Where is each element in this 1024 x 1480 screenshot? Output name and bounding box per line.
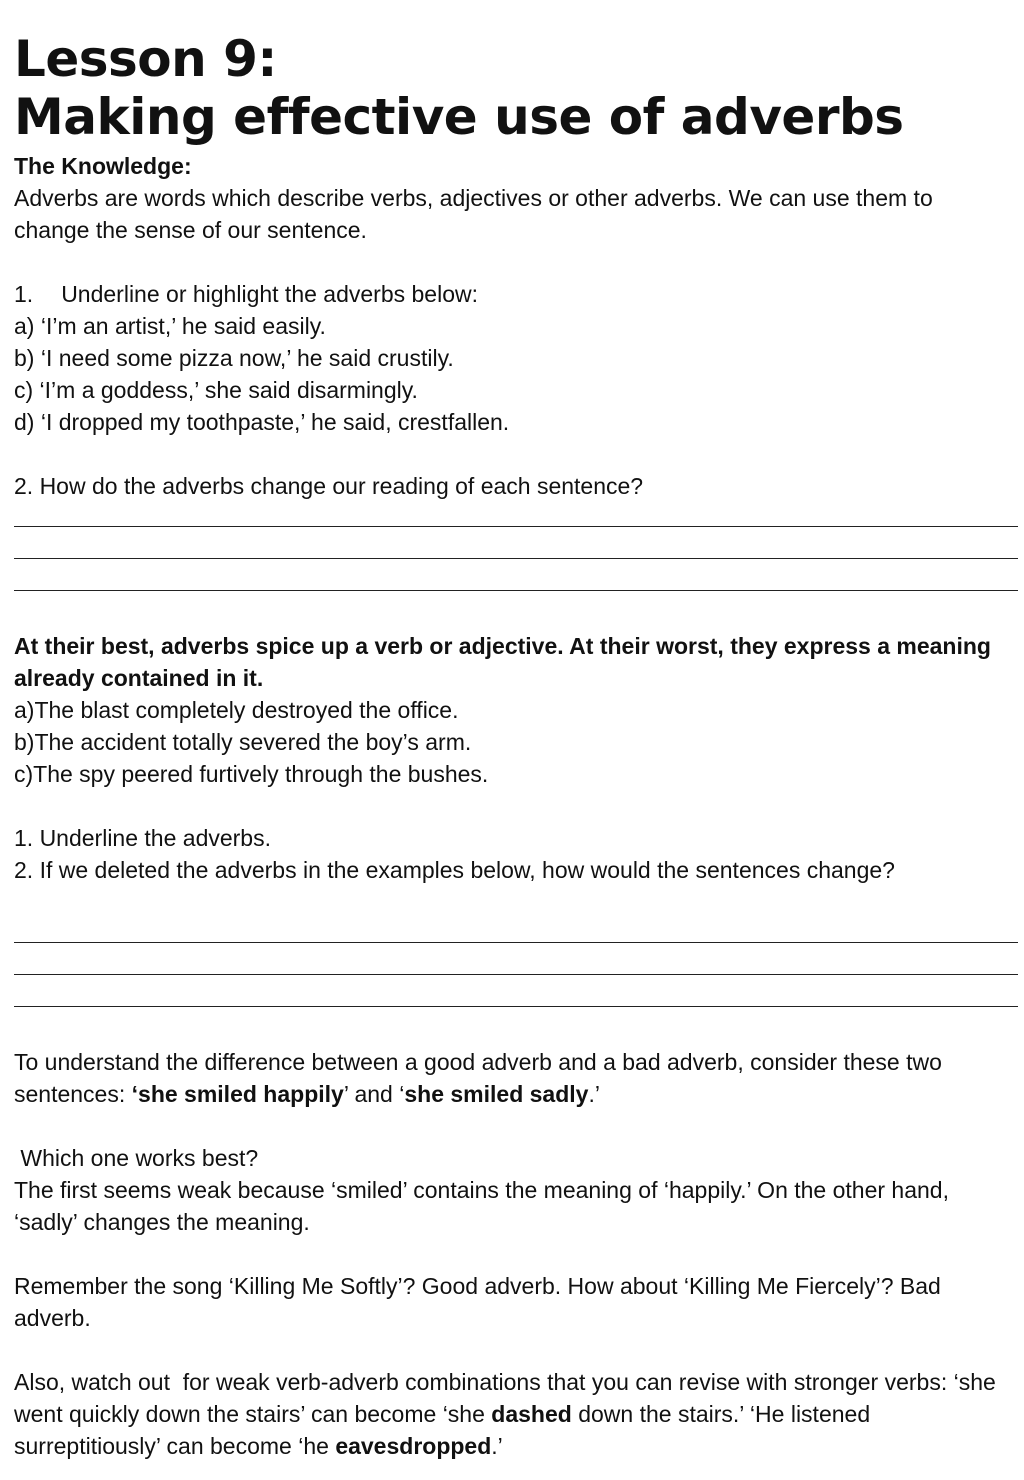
answer-line [14,502,1010,534]
section3-paragraph4 [14,1366,1010,1462]
task1-item-b: b) ‘I need some pizza now,’ he said crustily. [14,345,454,371]
answer-line [14,950,1010,982]
section2-intro: At their best, adverbs spice up a verb or adjective. At their worst, they express a meaning already contained in it. [14,633,991,691]
section2-example-b: b)The accident totally severed the boy’s arm. [14,729,472,755]
answer-line [14,534,1010,566]
answer-line [14,918,1010,950]
spacer [14,1110,1010,1142]
text-run: Also, watch out for weak verb-adverb combinations that you can revise with stronger verbs: ‘she went quickly down the stairs’ can become ‘she [14,1369,1003,1427]
section3-question: Which one works best? [14,1145,259,1171]
strong-verb-eavesdropped: eavesdropped [335,1433,492,1459]
task1-item-a: a) ‘I’m an artist,’ he said easily. [14,313,326,339]
task1-number: 1. [14,281,34,307]
answer-line [14,982,1010,1014]
spacer [14,598,1010,630]
spacer [14,790,1010,822]
spacer [14,886,1010,918]
worksheet-body [14,150,1010,1462]
text-run: To understand the difference between a good adverb and a bad adverb, consider these two sentences: [14,1049,942,1107]
section3-paragraph2: The first seems weak because ‘smiled’ contains the meaning of ‘happily.’ On the other hand, ‘sadly’ changes the meaning. [14,1177,949,1235]
text-run: ‘ [131,1081,139,1107]
knowledge-heading: The Knowledge: [14,153,192,179]
spacer [14,1014,1010,1046]
task1-item-d: d) ‘I dropped my toothpaste,’ he said, crestfallen. [14,409,510,435]
lesson-title [14,30,904,146]
section2-q1: 1. Underline the adverbs. [14,825,271,851]
section2-example-a: a)The blast completely destroyed the office. [14,697,459,723]
section2-example-c: c)The spy peered furtively through the bushes. [14,761,489,787]
example-good-bad-2: she smiled sadly [404,1081,589,1107]
spacer [14,1334,1010,1366]
section2-q2: 2. If we deleted the adverbs in the examples below, how would the sentences change? [14,857,895,883]
section3-paragraph3: Remember the song ‘Killing Me Softly’? Good adverb. How about ‘Killing Me Fiercely’? Bad adverb. [14,1273,941,1331]
text-run: down the stairs.’ ‘He listened surreptitiously’ can become ‘he [14,1401,877,1459]
section3-paragraph1 [14,1046,1010,1110]
answer-line [14,566,1010,598]
spacer [14,438,1010,470]
text-run: .’ [491,1433,503,1459]
knowledge-intro: Adverbs are words which describe verbs, adjectives or other adverbs. We can use them to change the sense of our sentence. [14,185,933,243]
task1-instruction [14,278,1010,310]
spacer [14,246,1010,278]
task1-instruction-text: Underline or highlight the adverbs below: [61,281,478,307]
example-good-bad-1: she smiled happily [138,1081,344,1107]
lesson-title-line1: Lesson 9: [14,30,277,88]
text-run: ’ and ‘ [343,1081,405,1107]
text-run: .’ [588,1081,600,1107]
spacer [14,1238,1010,1270]
task2-question: 2. How do the adverbs change our reading of each sentence? [14,473,644,499]
task1-item-c: c) ‘I’m a goddess,’ she said disarmingly. [14,377,418,403]
lesson-title-line2: Making effective use of adverbs [14,88,904,146]
strong-verb-dashed: dashed [491,1401,572,1427]
